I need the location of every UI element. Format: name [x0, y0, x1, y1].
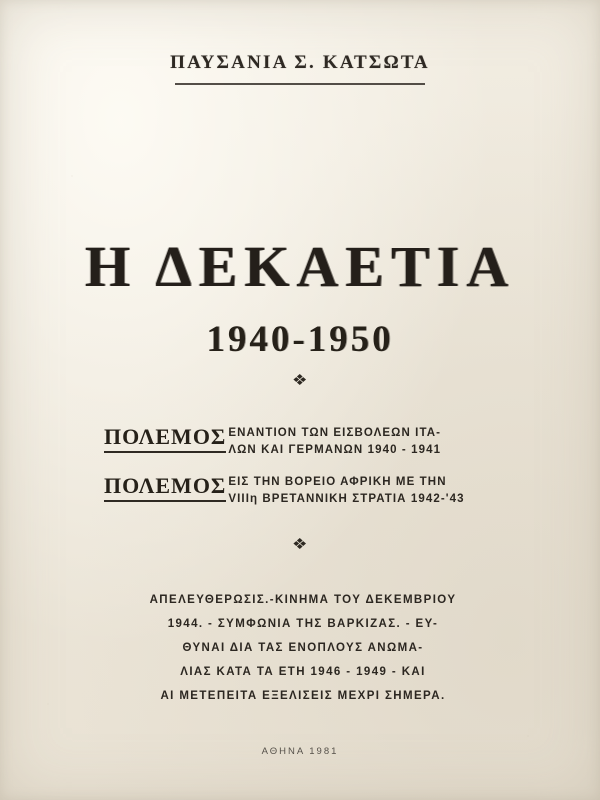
war-description: [228, 424, 504, 459]
war-description-line-1: ΕΝΑΝΤΙΟΝ ΤΩΝ ΕΙΣΒΟΛΕΩΝ ΙΤΑ-: [228, 427, 442, 439]
imprint-place-year: ΑΘΗΝΑ 1981: [261, 746, 339, 757]
war-description: [228, 473, 504, 508]
ornament-diamond-icon-top: [0, 373, 600, 388]
war-description-line-1: ΕΙΣ ΤΗΝ ΒΟΡΕΙΟ ΑΦΡΙΚΗ ΜΕ ΤΗΝ: [228, 476, 447, 488]
war-description-line-2: ΛΩΝ ΚΑΙ ΓΕΡΜΑΝΩΝ 1940 - 1941: [228, 444, 442, 456]
war-list: [104, 424, 504, 522]
summary-line: ΑΙ ΜΕΤΕΠΕΙΤΑ ΕΞΕΛΙΣΕΙΣ ΜΕΧΡΙ ΣΗΜΕΡΑ.: [160, 690, 446, 702]
summary-line: ΛΙΑΣ ΚΑΤΑ ΤΑ ΕΤΗ 1946 - 1949 - ΚΑΙ: [180, 666, 426, 678]
summary-line: 1944. - ΣΥΜΦΩΝΙΑ ΤΗΣ ΒΑΡΚΙΖΑΣ. - ΕΥ-: [167, 618, 439, 630]
title-years: 1940-1950: [206, 319, 394, 360]
ornament-glyph: ❖: [292, 536, 308, 553]
ornament-diamond-icon-bottom: [0, 537, 600, 552]
war-description-line-2: VIIIη ΒΡΕΤΑΝΝΙΚΗ ΣΤΡΑΤΙΑ 1942-'43: [228, 493, 465, 505]
author-underline-rule: [175, 83, 425, 85]
summary-line: ΘΥΝΑΙ ΔΙΑ ΤΑΣ ΕΝΟΠΛΟΥΣ ΑΝΩΜΑ-: [182, 642, 424, 654]
author-name: ΠΑΥΣΑΝΙΑ Σ. ΚΑΤΣΩΤΑ: [170, 52, 430, 73]
summary-paragraph: [108, 588, 498, 708]
title-block: [0, 234, 600, 361]
war-entry: [104, 473, 504, 508]
ornament-glyph: ❖: [292, 372, 308, 389]
author-block: [0, 52, 600, 85]
page-title: Η ΔΕΚΑΕΤΙΑ: [84, 234, 516, 299]
war-keyword: ΠΟΛΕΜΟΣ: [104, 473, 226, 502]
summary-line: ΑΠΕΛΕΥΘΕΡΩΣΙΣ.-ΚΙΝΗΜΑ ΤΟΥ ΔΕΚΕΜΒΡΙΟΥ: [149, 594, 457, 606]
war-keyword: ΠΟΛΕΜΟΣ: [104, 424, 226, 453]
war-entry: [104, 424, 504, 459]
